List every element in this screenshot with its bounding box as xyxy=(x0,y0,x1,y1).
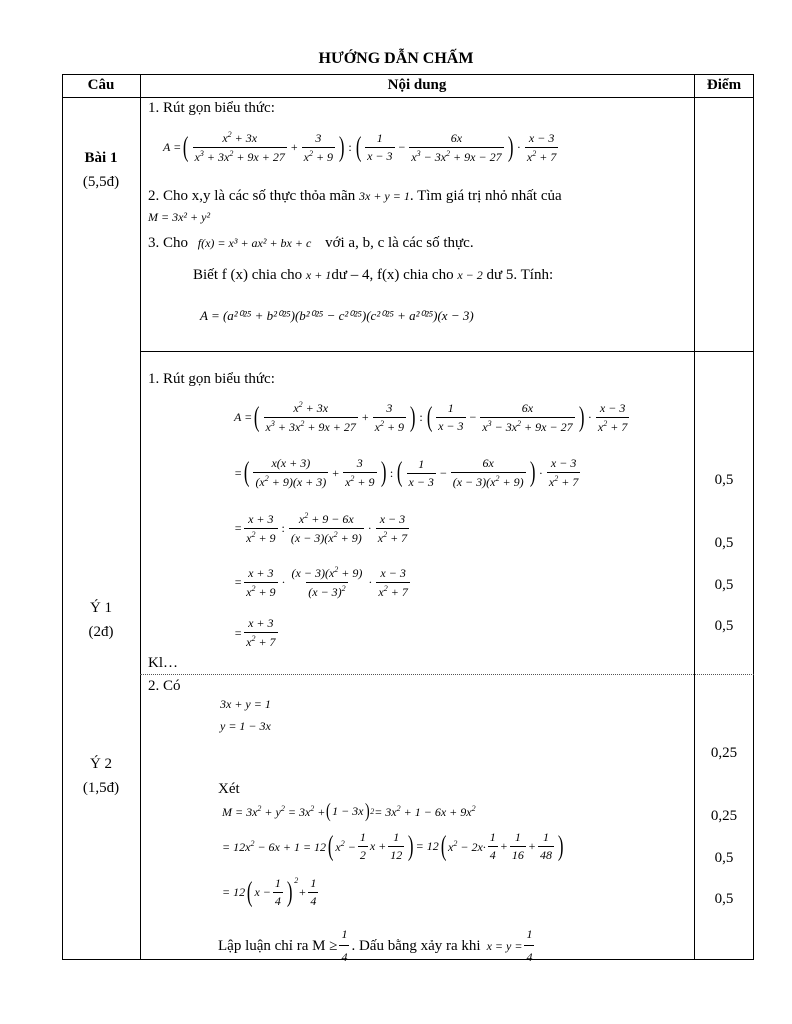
y2-step3: = 12 ( x − $\frac{1}{4}$ ) $^2$ + $\frac{1}{4}$ xyxy=(222,876,317,908)
bai1-item2: 2. Cho x,y là các số thực thỏa mãn 3x + y = 1. Tìm giá trị nhỏ nhất của xyxy=(148,188,562,204)
y1-step4: = $\frac{x + 3}{x^2 + 9}$ · $\frac{(x - 3)(x^2 + 9)}{(x - 3)^2}$ · $\frac{x - 3}{x^2 + 7}$ xyxy=(234,565,408,599)
row-divider xyxy=(140,351,754,352)
y1-step5: = $\frac{x + 3}{x^2 + 7}$ xyxy=(234,616,276,649)
y2-eq2: y = 1 − 3x xyxy=(220,719,271,733)
bai1-item2-M: M = 3x² + y² xyxy=(148,210,211,224)
y1-step1: A = ( $\frac{x^2 + 3x}{x^3 + 3x^2 + 9x + 27}$ + $\frac{3}{x^2 + 9}$ ) : ( $\frac{1}{x - 3}$ − $\frac{6x}{x^3 - 3x^2 + 9x - 27}$ ) · $\frac{x - 3}{x^2 + 7}$ xyxy=(234,400,628,434)
y2-step2: = $12x^2 - 6x + 1 = 12$ ( $x^2$ − $\frac{1}{2}$ x + $\frac{1}{12}$ ) = 12 ( $x^2 - 2x\cdot$ $\frac{1}{4}$ + $\frac{1}{16}$ + $\frac{1}{48}$ ) xyxy=(222,830,564,862)
bai1-points: (5,5đ) xyxy=(82,174,120,190)
y2-score-2: 0,25 xyxy=(710,808,738,824)
y2-xet: Xét xyxy=(218,781,240,797)
y1-label: Ý 1 xyxy=(89,600,113,616)
bai1-item2-condition: 3x + y = 1 xyxy=(359,189,410,203)
y2-points: (1,5đ) xyxy=(82,780,120,796)
y1-score-2: 0,5 xyxy=(714,535,734,551)
y1-heading: 1. Rút gọn biểu thức: xyxy=(148,371,275,387)
y2-score-1: 0,25 xyxy=(710,745,738,761)
bai1-item3-line2: Biết f (x) chia cho x + 1dư – 4, f(x) chia cho x − 2 dư 5. Tính: xyxy=(193,267,554,283)
y2-label-block xyxy=(62,752,140,800)
bai1-expression-A: A = ( $\frac{x^2 + 3x}{x^3 + 3x^2 + 9x + 27}$ + $\frac{3}{x^2 + 9}$ ) : ( $\frac{1}{x - 3}$ − $\frac{6x}{x^3 - 3x^2 + 9x - 27}$ ) · $\frac{x - 3}{x^2 + 7}$ xyxy=(163,130,557,164)
page-title: HƯỚNG DẪN CHẤM xyxy=(318,50,474,67)
column-divider xyxy=(140,74,141,960)
bai1-item3-f: f(x) = x³ + ax² + bx + c xyxy=(197,236,312,250)
row-divider xyxy=(140,674,754,675)
y1-step2: = ( $\frac{x(x + 3)}{(x^2 + 9)(x + 3)}$ + $\frac{3}{x^2 + 9}$ ) : ( $\frac{1}{x - 3}$ − $\frac{6x}{(x - 3)(x^2 + 9)}$ ) · $\frac{x - 3}{x^2 + 7}$ xyxy=(234,456,579,489)
bai1-label: Bài 1 xyxy=(84,150,118,166)
y2-eq1: 3x + y = 1 xyxy=(220,697,271,711)
y2-heading: 2. Có xyxy=(148,678,181,694)
y2-step1: $M = 3x^2 + y^2 = 3x^2$ + ( 1 − 3x ) 2 = $3x^2 + 1 - 6x + 9x^2$ xyxy=(222,800,476,822)
y1-conclusion: Kl… xyxy=(148,655,178,671)
column-divider xyxy=(694,74,695,960)
y2-conclusion: Lập luận chỉ ra M ≥ $\frac{1}{4}$ . Dấu bằng xảy ra khi x = y = $\frac{1}{4}$ xyxy=(218,924,536,967)
header-noi-dung: Nội dung xyxy=(387,77,447,93)
bai1-label-block xyxy=(62,146,140,194)
header-diem: Điểm xyxy=(706,77,742,93)
y2-score-3: 0,5 xyxy=(714,850,734,866)
bai1-item3-A: A = (a²⁰²⁵ + b²⁰²⁵)(b²⁰²⁵ − c²⁰²⁵)(c²⁰²⁵ + a²⁰²⁵)(x − 3) xyxy=(200,308,474,323)
y1-score-4: 0,5 xyxy=(714,618,734,634)
y2-score-4: 0,5 xyxy=(714,891,734,907)
y2-label: Ý 2 xyxy=(89,756,113,772)
y1-step3: = $\frac{x + 3}{x^2 + 9}$ : $\frac{x^2 + 9 - 6x}{(x - 3)(x^2 + 9)}$ · $\frac{x - 3}{x^2 + 7}$ xyxy=(234,511,408,545)
bai1-item3: 3. Cho f(x) = x³ + ax² + bx + c với a, b, c là các số thực. xyxy=(148,235,474,251)
bai1-item1: 1. Rút gọn biểu thức: xyxy=(148,100,275,116)
y1-points: (2đ) xyxy=(88,624,114,640)
y1-label-block xyxy=(62,596,140,644)
y1-score-1: 0,5 xyxy=(714,472,734,488)
header-cau: Câu xyxy=(87,77,115,93)
y1-score-3: 0,5 xyxy=(714,577,734,593)
